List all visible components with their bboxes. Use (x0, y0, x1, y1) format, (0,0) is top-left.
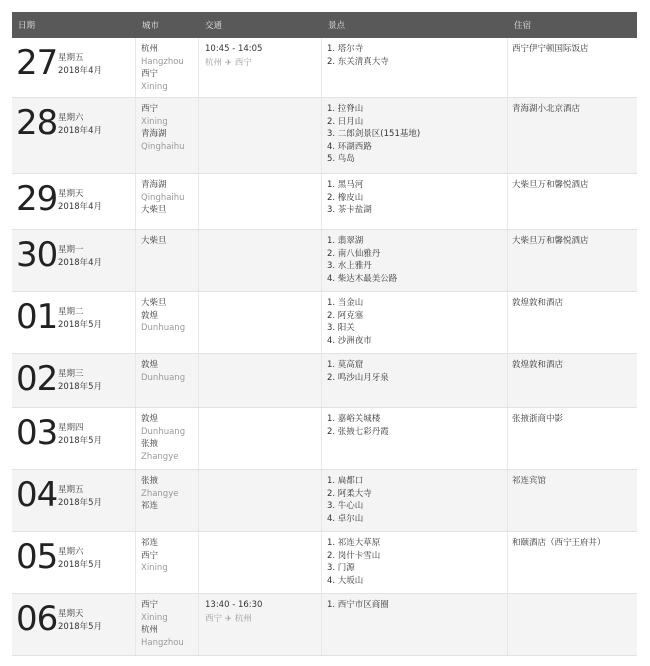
route-to: 杭州 (234, 614, 252, 624)
flight-route (205, 56, 321, 70)
weekday: 星期天 (58, 189, 84, 199)
day-number: 06 (16, 599, 58, 639)
spots-cell (322, 470, 508, 531)
flight-time: 13:40 - 16:30 (205, 600, 263, 610)
flight-route (205, 612, 321, 626)
table-row (12, 532, 637, 594)
weekday: 星期六 (58, 113, 84, 123)
spot-item: 1. 扁都口 (327, 476, 364, 486)
date-meta (58, 188, 102, 214)
spot-item: 1. 西宁市区商圈 (327, 600, 389, 610)
city-name: 张掖 (141, 476, 159, 486)
transport-cell (199, 354, 322, 407)
hotel-cell: 青海湖小北京酒店 (512, 104, 581, 114)
spot-item: 3. 阳关 (327, 323, 355, 334)
spot-item: 2. 岗什卡雪山 (327, 550, 381, 561)
date-meta (58, 484, 102, 510)
city-pinyin: Dunhuang (141, 426, 186, 437)
weekday: 星期一 (58, 245, 84, 255)
city-cell (136, 230, 199, 291)
spot-item: 2. 鸣沙山月牙泉 (327, 372, 389, 383)
hotel-cell: 大柴旦万和馨悦酒店 (512, 180, 589, 190)
city-name: 西宁 (141, 600, 159, 610)
flight-time: 10:45 - 14:05 (205, 44, 263, 54)
spot-item: 1. 翡翠湖 (327, 236, 364, 246)
city-pinyin: Xining (141, 612, 168, 623)
header-city: 城市 (142, 21, 160, 31)
city-name: 西宁 (141, 69, 159, 80)
hotel-cell: 大柴旦万和馨悦酒店 (512, 236, 589, 246)
spot-item: 1. 莫高窟 (327, 360, 364, 370)
spot-item: 5. 鸟岛 (327, 154, 355, 165)
date-cell (12, 470, 136, 531)
transport-cell (199, 230, 322, 291)
spot-item: 4. 柴达木最美公路 (327, 273, 398, 284)
city-name: 敦煌 (141, 360, 159, 370)
date-meta (58, 244, 102, 270)
hotel-cell: 和颐酒店（西宁王府井） (512, 538, 606, 548)
city-name: 祁连 (141, 501, 159, 512)
spot-item: 4. 沙洲夜市 (327, 335, 372, 346)
table-row (12, 470, 637, 532)
city-pinyin: Zhangye (141, 488, 179, 499)
spot-item: 2. 张掖七彩丹霞 (327, 426, 389, 437)
month: 2018年4月 (58, 126, 103, 136)
date-meta (58, 112, 102, 138)
spots-cell (322, 532, 508, 593)
table-row (12, 38, 637, 98)
table-row (12, 98, 637, 174)
date-meta (58, 422, 102, 448)
header-hotel: 住宿 (514, 21, 532, 31)
date-cell (12, 98, 136, 173)
date-meta (58, 608, 102, 634)
month: 2018年5月 (58, 622, 103, 632)
city-pinyin: Qinghaihu (141, 141, 185, 152)
month: 2018年4月 (58, 202, 103, 212)
spot-item: 2. 橡皮山 (327, 192, 364, 203)
city-pinyin: Qinghaihu (141, 192, 185, 203)
date-cell (12, 354, 136, 407)
date-meta (58, 52, 102, 78)
weekday: 星期五 (58, 485, 84, 495)
hotel-cell: 敦煌敦和酒店 (512, 298, 564, 308)
month: 2018年4月 (58, 66, 103, 76)
spot-item: 2. 日月山 (327, 116, 364, 127)
city-cell (136, 470, 199, 531)
transport-cell (199, 408, 322, 469)
spots-cell (322, 594, 508, 655)
day-number: 29 (16, 179, 58, 219)
plane-icon: ✈ (225, 58, 232, 67)
month: 2018年5月 (58, 498, 103, 508)
city-name: 青海湖 (141, 129, 167, 140)
date-meta (58, 306, 102, 332)
date-cell (12, 594, 136, 655)
day-number: 03 (16, 413, 58, 453)
spot-item: 2. 南八仙雅丹 (327, 248, 381, 259)
city-pinyin: Xining (141, 81, 168, 92)
table-row (12, 408, 637, 470)
spots-cell (322, 354, 508, 407)
city-name: 敦煌 (141, 414, 159, 424)
day-number: 04 (16, 475, 58, 515)
plane-icon: ✈ (225, 614, 232, 623)
transport-cell (199, 594, 322, 655)
spot-item: 2. 阿克塞 (327, 310, 364, 321)
city-name: 西宁 (141, 104, 159, 114)
date-meta (58, 546, 102, 572)
spots-cell (322, 38, 508, 97)
spots-cell (322, 292, 508, 353)
city-cell (136, 408, 199, 469)
spot-item: 1. 拉脊山 (327, 104, 364, 114)
city-name: 祁连 (141, 538, 159, 548)
spot-item: 2. 阿柔大寺 (327, 488, 372, 499)
transport-cell (199, 292, 322, 353)
transport-cell (199, 98, 322, 173)
spot-item: 3. 门源 (327, 563, 355, 574)
weekday: 星期四 (58, 423, 84, 433)
weekday: 星期六 (58, 547, 84, 557)
city-name: 杭州 (141, 625, 159, 636)
spots-cell (322, 98, 508, 173)
spot-item: 1. 塔尔寺 (327, 44, 364, 54)
spot-item: 4. 大坂山 (327, 575, 364, 586)
city-pinyin: Hangzhou (141, 56, 184, 67)
month: 2018年5月 (58, 320, 103, 330)
date-cell (12, 292, 136, 353)
weekday: 星期三 (58, 369, 84, 379)
table-row (12, 354, 637, 408)
city-cell (136, 292, 199, 353)
table-row (12, 292, 637, 354)
month: 2018年5月 (58, 382, 103, 392)
table-row (12, 594, 637, 656)
day-number: 30 (16, 235, 58, 275)
transport-cell (199, 174, 322, 229)
date-cell (12, 532, 136, 593)
city-pinyin: Xining (141, 563, 168, 574)
city-pinyin: Hangzhou (141, 637, 184, 648)
city-pinyin: Xining (141, 116, 168, 127)
date-cell (12, 408, 136, 469)
route-from: 西宁 (205, 614, 223, 624)
transport-cell (199, 470, 322, 531)
city-cell (136, 354, 199, 407)
weekday: 星期二 (58, 307, 84, 317)
weekday: 星期天 (58, 609, 84, 619)
spot-item: 2. 东关清真大寺 (327, 56, 389, 67)
spot-item: 3. 水上雅丹 (327, 261, 372, 272)
month: 2018年5月 (58, 436, 103, 446)
header-spots: 景点 (328, 21, 346, 31)
spot-item: 1. 当金山 (327, 298, 364, 308)
hotel-cell: 张掖浙商中影 (512, 414, 564, 424)
itinerary-table (12, 12, 637, 656)
table-row (12, 174, 637, 230)
city-pinyin: Dunhuang (141, 323, 186, 334)
city-name: 张掖 (141, 439, 159, 450)
city-cell (136, 532, 199, 593)
day-number: 02 (16, 359, 58, 399)
header-date: 日期 (18, 21, 36, 31)
month: 2018年5月 (58, 560, 103, 570)
date-cell (12, 230, 136, 291)
city-name: 青海湖 (141, 180, 167, 190)
city-pinyin: Zhangye (141, 451, 179, 462)
spots-cell (322, 230, 508, 291)
route-from: 杭州 (205, 58, 223, 68)
city-cell (136, 98, 199, 173)
table-header (12, 12, 637, 38)
date-cell (12, 174, 136, 229)
spot-item: 3. 牛心山 (327, 501, 364, 512)
day-number: 27 (16, 43, 58, 83)
spots-cell (322, 174, 508, 229)
spots-cell (322, 408, 508, 469)
city-cell (136, 38, 199, 97)
city-name: 杭州 (141, 44, 159, 54)
city-pinyin: Dunhuang (141, 372, 186, 383)
spot-item: 3. 茶卡盐湖 (327, 205, 372, 216)
city-name: 敦煌 (141, 310, 159, 321)
city-name: 大柴旦 (141, 205, 167, 216)
spot-item: 1. 祁连大草原 (327, 538, 381, 548)
day-number: 05 (16, 537, 58, 577)
route-to: 西宁 (234, 58, 252, 68)
weekday: 星期五 (58, 53, 84, 63)
city-cell (136, 594, 199, 655)
day-number: 28 (16, 103, 58, 143)
header-transport: 交通 (205, 21, 223, 31)
spot-item: 4. 卓尔山 (327, 513, 364, 524)
day-number: 01 (16, 297, 58, 337)
table-body (12, 38, 637, 656)
city-name: 大柴旦 (141, 236, 167, 246)
hotel-cell: 敦煌敦和酒店 (512, 360, 564, 370)
spot-item: 1. 黑马河 (327, 180, 364, 190)
transport-cell (199, 38, 322, 97)
transport-cell (199, 532, 322, 593)
hotel-cell (508, 594, 637, 655)
city-name: 大柴旦 (141, 298, 167, 308)
hotel-cell: 祁连宾馆 (512, 476, 547, 486)
spot-item: 4. 环湖西路 (327, 141, 372, 152)
hotel-cell: 西宁伊宁顿国际饭店 (512, 44, 589, 54)
date-cell (12, 38, 136, 97)
table-row (12, 230, 637, 292)
city-name: 西宁 (141, 550, 159, 561)
date-meta (58, 368, 102, 394)
spot-item: 3. 二郎剑景区(151基地) (327, 129, 421, 140)
spot-item: 1. 嘉峪关城楼 (327, 414, 381, 424)
city-cell (136, 174, 199, 229)
month: 2018年4月 (58, 258, 103, 268)
